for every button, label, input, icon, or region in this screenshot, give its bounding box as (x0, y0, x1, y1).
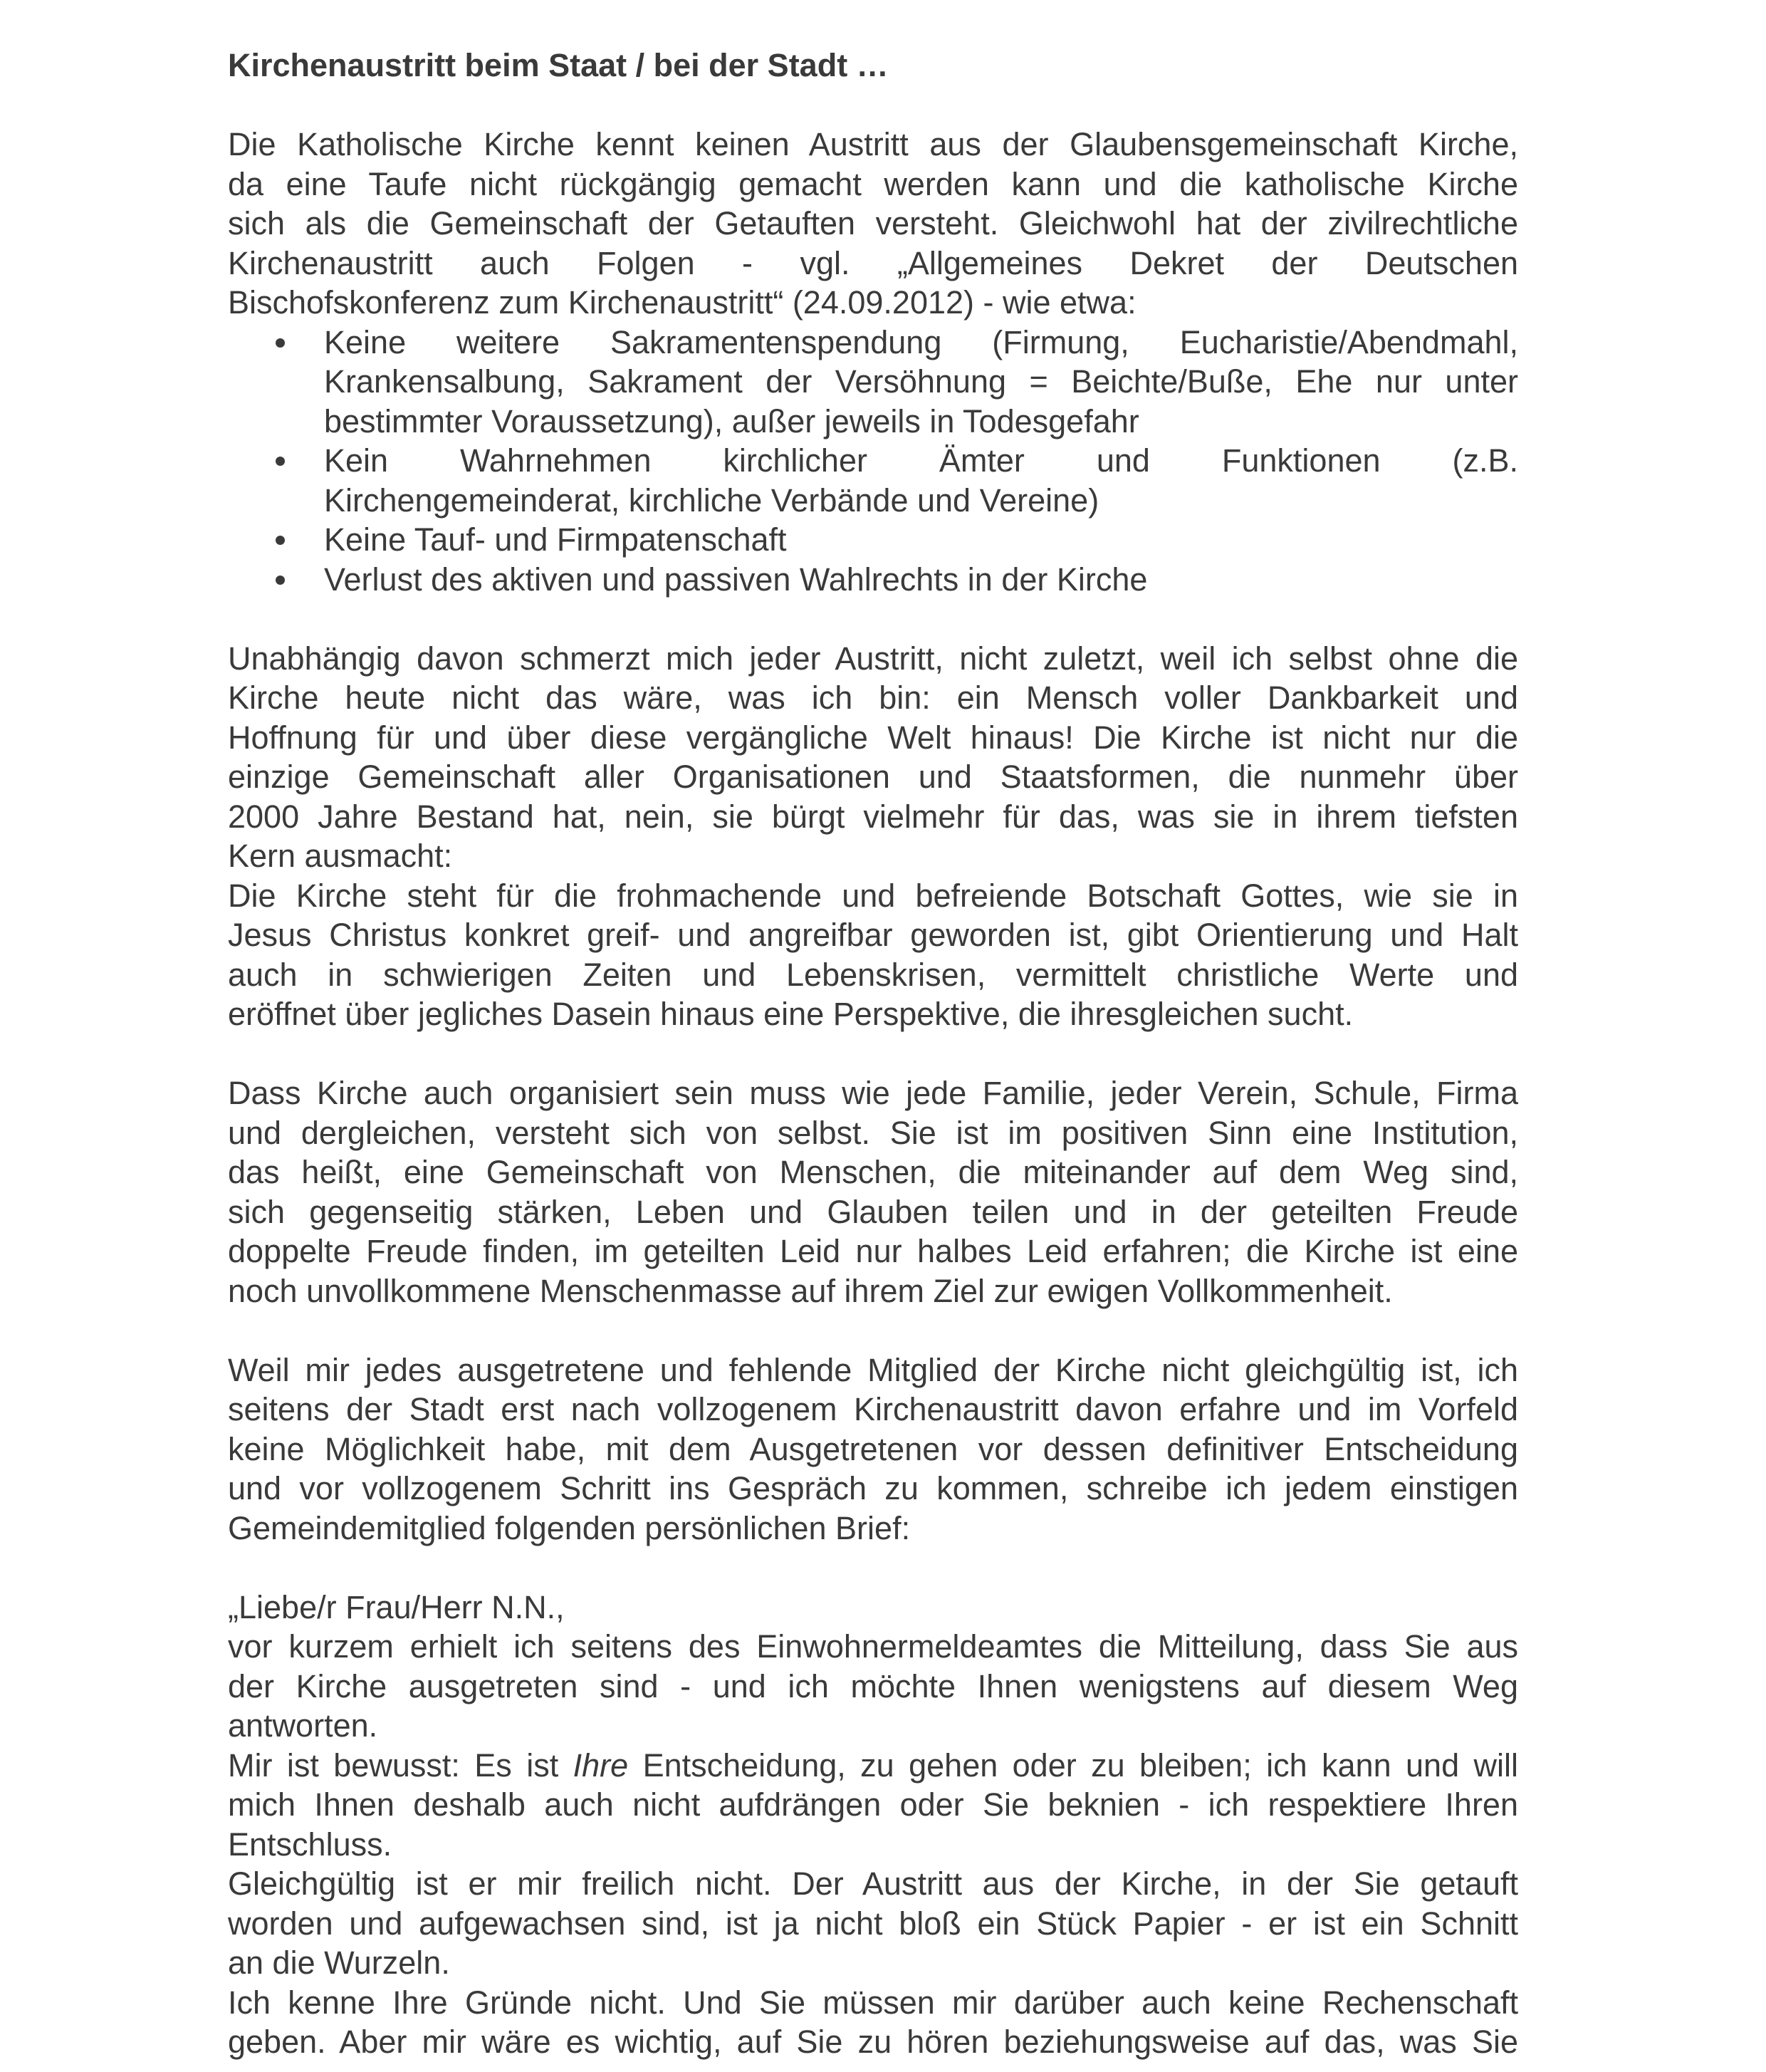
text-line: Kirche heute nicht das wäre, was ich bin: ein Mensch voller Dankbarkeit und (228, 680, 1518, 716)
text-line: antworten. (228, 1707, 378, 1744)
personal-letter (228, 1588, 1518, 2062)
text-line: da eine Taufe nicht rückgängig gemacht werden kann und die katholische Kirche (228, 165, 1518, 202)
text-line: Weil mir jedes ausgetretene und fehlende Mitglied der Kirche nicht gleichgültig ist, ich (228, 1351, 1518, 1388)
text-line: und vor vollzogenem Schritt ins Gespräch zu kommen, schreibe ich jedem einstigen (228, 1470, 1518, 1506)
text-line: eröffnet über jegliches Dasein hinaus eine Perspektive, die ihresgleichen sucht. (228, 996, 1354, 1032)
paragraph-spacer (228, 1034, 1518, 1074)
bullet-icon (276, 457, 285, 466)
text-line: der Kirche ausgetreten sind - und ich möchte Ihnen wenigstens auf diesem Weg (228, 1667, 1518, 1704)
text-line: Verlust des aktiven und passiven Wahlrechts in der Kirche (324, 561, 1148, 598)
text-line: Ich kenne Ihre Gründe nicht. Und Sie müssen mir darüber auch keine Rechenschaft (228, 1984, 1518, 2021)
text-line: Bischofskonferenz zum Kirchenaustritt“ (24.09.2012) - wie etwa: (228, 284, 1137, 321)
text-line: Kirchengemeinderat, kirchliche Verbände und Vereine) (324, 481, 1099, 519)
paragraph-letter-intro (228, 1350, 1518, 1548)
text-line: auch in schwierigen Zeiten und Lebenskrisen, vermittelt christliche Werte und (228, 956, 1518, 993)
paragraph-spacer (228, 1548, 1518, 1588)
text-line: Die Katholische Kirche kennt keinen Austritt aus der Glaubensgemeinschaft Kirche, (228, 126, 1518, 162)
letter-salutation: „Liebe/r Frau/Herr N.N., (228, 1588, 565, 1625)
emphasis-text: Ihre (573, 1746, 629, 1784)
text-line: Gemeindemitglied folgenden persönlichen Brief: (228, 1509, 911, 1546)
text-line: noch unvollkommene Menschenmasse auf ihrem Ziel zur ewigen Vollkommenheit. (228, 1272, 1393, 1309)
text-line: sich gegenseitig stärken, Leben und Glauben teilen und in der geteilten Freude (228, 1193, 1518, 1230)
paragraph-church-meaning (228, 639, 1518, 1034)
list-item (228, 560, 1518, 600)
text-line: an die Wurzeln. (228, 1945, 450, 1981)
text-line: bestimmter Voraussetzung), außer jeweils in Todesgefahr (324, 402, 1139, 439)
text-line: sich als die Gemeinschaft der Getauften versteht. Gleichwohl hat der zivilrechtliche (228, 205, 1518, 241)
document-title: Kirchenaustritt beim Staat / bei der Stadt … (228, 47, 889, 83)
consequences-list (228, 323, 1518, 600)
text-line: doppelte Freude finden, im geteilten Leid nur halbes Leid erfahren; die Kirche ist eine (228, 1233, 1518, 1269)
text-line: worden und aufgewachsen sind, ist ja nicht bloß ein Stück Papier - er ist ein Schnitt (228, 1905, 1518, 1942)
text-line: und dergleichen, versteht sich von selbst. Sie ist im positiven Sinn eine Institution, (228, 1114, 1518, 1151)
text-line: geben. Aber mir wäre es wichtig, auf Sie zu hören beziehungsweise auf das, was Sie (228, 2024, 1518, 2060)
document-page (228, 46, 1518, 2062)
text-line: 2000 Jahre Bestand hat, nein, sie bürgt vielmehr für das, was sie in ihrem tiefsten (228, 798, 1518, 835)
text-line: Die Kirche steht für die frohmachende und befreiende Botschaft Gottes, wie sie in (228, 877, 1518, 914)
text-fragment: Entscheidung, zu gehen oder zu bleiben; ich kann und will (628, 1746, 1518, 1784)
text-fragment: Mir ist bewusst: Es ist (228, 1746, 573, 1784)
paragraph-institution (228, 1073, 1518, 1311)
paragraph-spacer (228, 599, 1518, 639)
paragraph-spacer (228, 1311, 1518, 1350)
list-item (228, 323, 1518, 442)
text-line: Kern ausmacht: (228, 838, 453, 874)
list-item (228, 441, 1518, 520)
text-line: das heißt, eine Gemeinschaft von Menschen, die miteinander auf dem Weg sind, (228, 1154, 1518, 1190)
bullet-icon (276, 536, 285, 545)
text-line: Entschluss. (228, 1826, 392, 1863)
text-line: Unabhängig davon schmerzt mich jeder Austritt, nicht zuletzt, weil ich selbst ohne die (228, 640, 1518, 677)
text-line: Dass Kirche auch organisiert sein muss wie jede Familie, jeder Verein, Schule, Firma (228, 1075, 1518, 1111)
text-line: Keine weitere Sakramentenspendung (Firmung, Eucharistie/Abendmahl, (324, 323, 1518, 360)
list-item (228, 520, 1518, 560)
text-line: seitens der Stadt erst nach vollzogenem Kirchenaustritt davon erfahre und im Vorfeld (228, 1391, 1518, 1427)
text-line: Kirchenaustritt auch Folgen - vgl. „Allgemeines Dekret der Deutschen (228, 244, 1518, 281)
text-line: keine Möglichkeit habe, mit dem Ausgetretenen vor dessen definitiver Entscheidung (228, 1430, 1518, 1467)
text-line: Jesus Christus konkret greif- und angreifbar geworden ist, gibt Orientierung und Halt (228, 917, 1518, 953)
text-line: Keine Tauf- und Firmpatenschaft (324, 521, 787, 558)
text-line: Hoffnung für und über diese vergängliche Welt hinaus! Die Kirche ist nicht nur die (228, 719, 1518, 756)
text-line: einzige Gemeinschaft aller Organisationen und Staatsformen, die nunmehr über (228, 759, 1518, 795)
bullet-icon (276, 338, 285, 348)
text-line: Gleichgültig ist er mir freilich nicht. Der Austritt aus der Kirche, in der Sie getauft (228, 1865, 1518, 1902)
bullet-icon (276, 576, 285, 585)
text-line: vor kurzem erhielt ich seitens des Einwohnermeldeamtes die Mitteilung, dass Sie aus (228, 1628, 1518, 1665)
text-line (228, 1746, 1518, 1786)
text-line: Krankensalbung, Sakrament der Versöhnung = Beichte/Buße, Ehe nur unter (324, 363, 1518, 400)
text-line: mich Ihnen deshalb auch nicht aufdrängen oder Sie beknien - ich respektiere Ihren (228, 1786, 1518, 1823)
text-line: Kein Wahrnehmen kirchlicher Ämter und Funktionen (z.B. (324, 442, 1518, 479)
intro-paragraph (228, 125, 1518, 323)
